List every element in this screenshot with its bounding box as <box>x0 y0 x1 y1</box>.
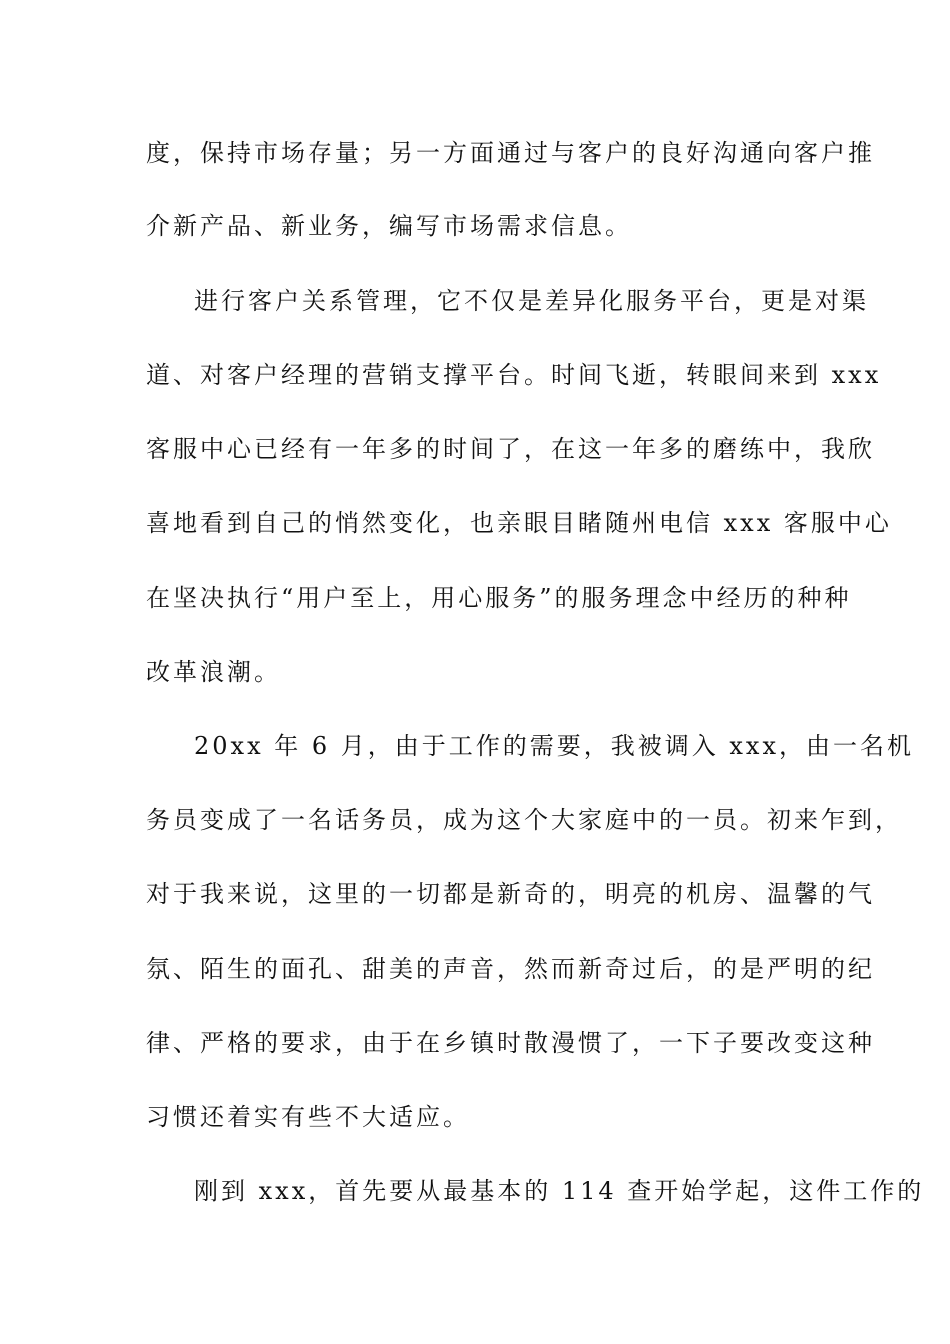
text-line: 在坚决执行“用户至上，用心服务”的服务理念中经历的种种 <box>146 584 852 612</box>
paragraph-first-line: 20xx 年 6 月，由于工作的需要，我被调入 xxx，由一名机 <box>194 732 914 760</box>
text-line: 喜地看到自己的悄然变化，也亲眼目睹随州电信 xxx 客服中心 <box>146 509 892 537</box>
text-line: 对于我来说，这里的一切都是新奇的，明亮的机房、温馨的气 <box>146 880 875 908</box>
text-line: 氛、陌生的面孔、甜美的声音，然而新奇过后，的是严明的纪 <box>146 955 875 983</box>
paragraph-first-line: 刚到 xxx，首先要从最基本的 114 查开始学起，这件工作的 <box>194 1177 925 1205</box>
text-line: 客服中心已经有一年多的时间了，在这一年多的磨练中，我欣 <box>146 435 875 463</box>
text-line: 介新产品、新业务，编写市场需求信息。 <box>146 212 632 240</box>
text-line: 务员变成了一名话务员，成为这个大家庭中的一员。初来乍到， <box>146 806 902 834</box>
text-line: 度，保持市场存量；另一方面通过与客户的良好沟通向客户推 <box>146 139 875 167</box>
paragraph-first-line: 进行客户关系管理，它不仅是差异化服务平台，更是对渠 <box>194 287 869 315</box>
text-line: 习惯还着实有些不大适应。 <box>146 1103 470 1131</box>
text-line: 律、严格的要求，由于在乡镇时散漫惯了，一下子要改变这种 <box>146 1029 875 1057</box>
text-line: 改革浪潮。 <box>146 658 281 686</box>
text-line: 道、对客户经理的营销支撑平台。时间飞逝，转眼间来到 xxx <box>146 361 882 389</box>
